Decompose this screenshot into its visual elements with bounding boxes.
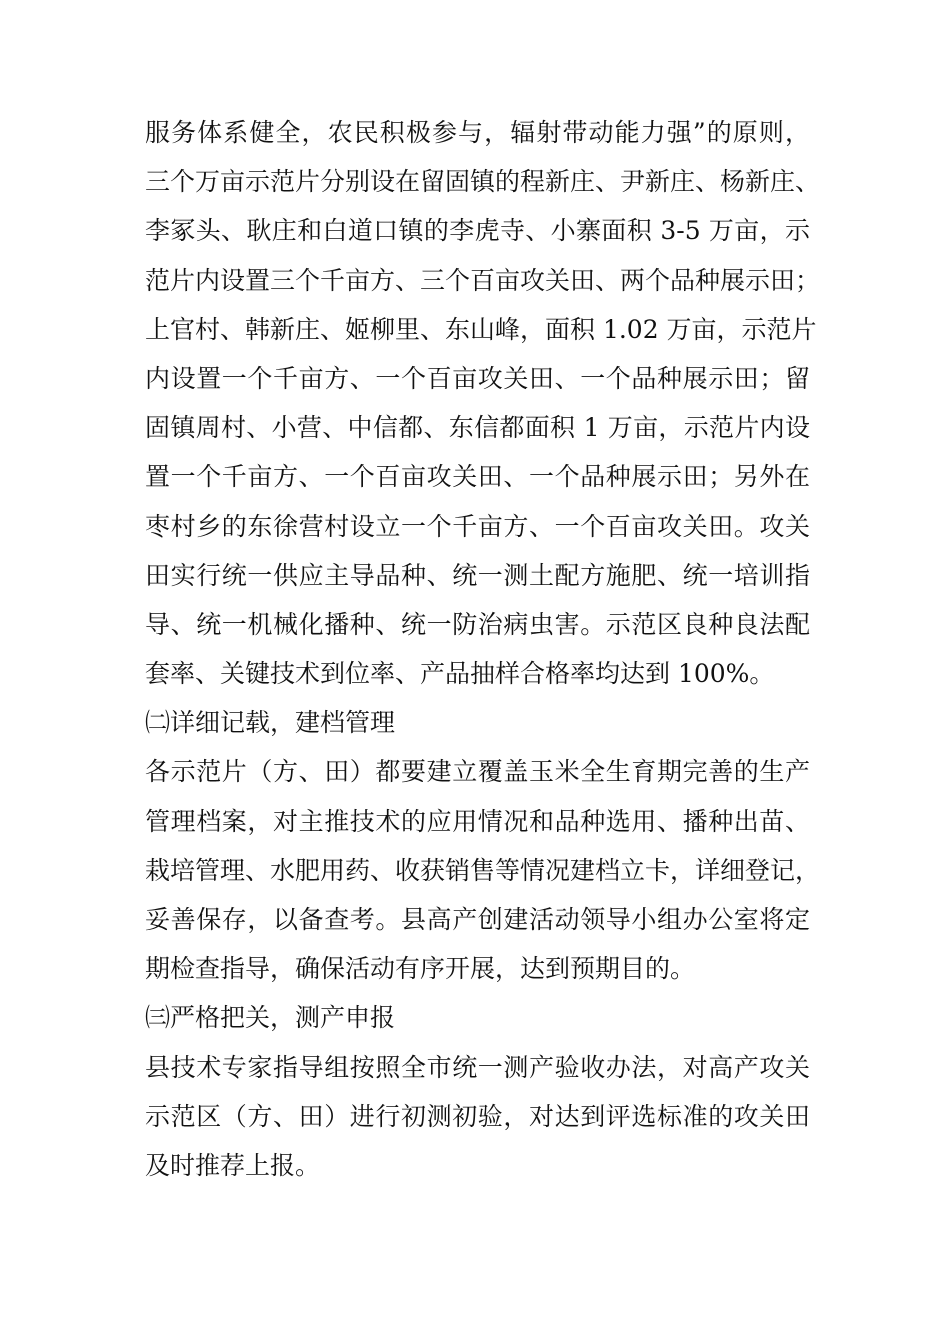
- text-line: 枣村乡的东徐营村设立一个千亩方、一个百亩攻关田。攻关: [145, 511, 810, 541]
- text-line: 置一个千亩方、一个百亩攻关田、一个品种展示田；另外在: [145, 462, 810, 492]
- text-line: 栽培管理、水肥用药、收获销售等情况建档立卡，详细登记，: [145, 855, 821, 885]
- text-line: 上官村、韩新庄、姬柳里、东山峰，面积 1.02 万亩，示范片: [145, 314, 817, 344]
- text-line: 三个万亩示范片分别设在留固镇的程新庄、尹新庄、杨新庄、: [145, 167, 821, 197]
- text-line: 县技术专家指导组按照全市统一测产验收办法，对高产攻关: [145, 1052, 810, 1082]
- text-line: 服务体系健全，农民积极参与，辐射带动能力强”的原则，: [145, 118, 810, 147]
- text-line: 示范区（方、田）进行初测初验，对达到评选标准的攻关田: [145, 1101, 810, 1131]
- text-line: 管理档案，对主推技术的应用情况和品种选用、播种出苗、: [145, 806, 810, 836]
- paragraph-end-line: 及时推荐上报。: [145, 1150, 321, 1180]
- text-line: 李冢头、耿庄和白道口镇的李虎寺、小寨面积 3-5 万亩，示: [145, 216, 810, 246]
- text-line: 导、统一机械化播种、统一防治病虫害。示范区良种良法配: [145, 609, 810, 639]
- text-line: 内设置一个千亩方、一个百亩攻关田、一个品种展示田；留: [145, 363, 810, 393]
- text-line: 田实行统一供应主导品种、统一测土配方施肥、统一培训指: [145, 560, 810, 590]
- text-line: 妥善保存，以备查考。县高产创建活动领导小组办公室将定: [145, 905, 810, 934]
- text-line: 范片内设置三个千亩方、三个百亩攻关田、两个品种展示田；: [145, 265, 821, 295]
- text-line: 固镇周村、小营、中信都、东信都面积 1 万亩，示范片内设: [145, 413, 810, 443]
- section-heading: ㈢严格把关，测产申报: [145, 1003, 396, 1033]
- text-line: 各示范片（方、田）都要建立覆盖玉米全生育期完善的生产: [145, 757, 810, 787]
- paragraph-end-line: 套率、关键技术到位率、产品抽样合格率均达到 100%。: [145, 659, 775, 689]
- paragraph-end-line: 期检查指导，确保活动有序开展，达到预期目的。: [145, 954, 696, 984]
- section-heading: ㈡详细记载，建档管理: [145, 708, 396, 738]
- body-text: [145, 108, 821, 1190]
